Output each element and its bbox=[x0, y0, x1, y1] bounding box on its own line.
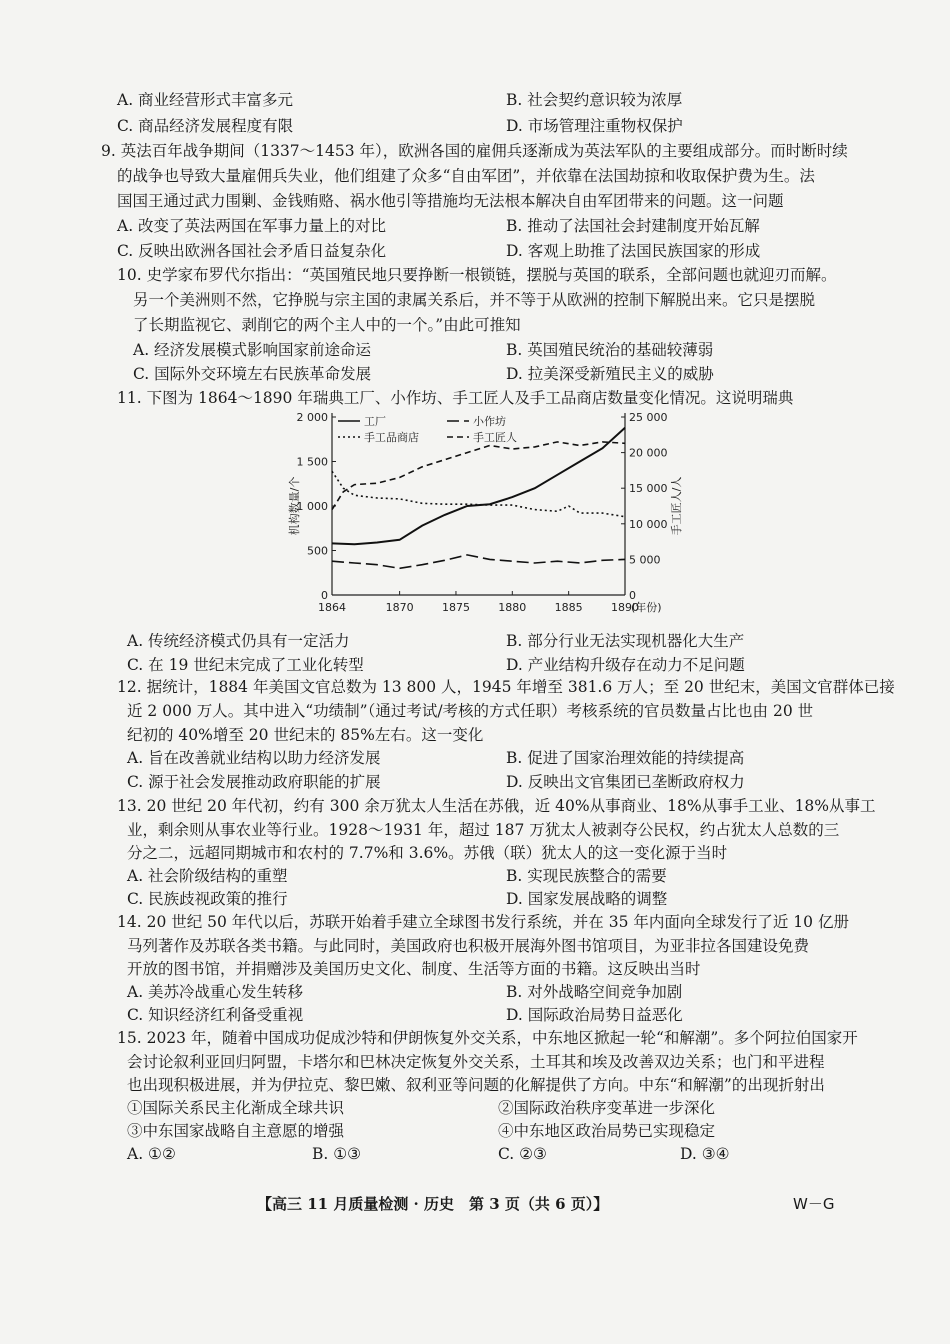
chart-y-tick-label: 2 000 bbox=[296, 411, 328, 424]
q15-stem-line-2: 会讨论叙利亚回归阿盟，卡塔尔和巴林决定恢复外交关系，土耳其和埃及改善双边关系；也门和平进程 bbox=[127, 1053, 825, 1071]
chart-y-tick-label: 500 bbox=[307, 544, 328, 558]
q10-option-c: C. 国际外交环境左右民族革命发展 bbox=[133, 365, 372, 383]
q12-stem-line-1: 12. 据统计，1884 年美国文官总数为 13 800 人，1945 年增至 381.6 万人；至 20 世纪末，美国文官群体已接 bbox=[117, 678, 895, 696]
chart-y-tick-label: 1 000 bbox=[296, 500, 328, 513]
chart-y2-tick-label: 15 000 bbox=[629, 482, 668, 496]
q10-option-d: D. 拉美深受新殖民主义的威胁 bbox=[506, 365, 714, 383]
chart-x-tick-label: 1875 bbox=[441, 601, 470, 614]
q14-option-b: B. 对外战略空间竞争加剧 bbox=[506, 983, 683, 1001]
q9-stem-line-2: 的战争也导致大量雇佣兵失业，他们组建了众多“自由军团”，并依靠在法国劫掠和收取保护费为生。法 bbox=[117, 167, 815, 185]
chart-y2-tick-label: 5 000 bbox=[629, 553, 661, 567]
q10-stem-line-2: 另一个美洲则不然，它挣脱与宗主国的隶属关系后，并不等于从欧洲的控制下解脱出来。它只是摆脱 bbox=[133, 291, 816, 309]
q14-option-c: C. 知识经济红利备受重视 bbox=[127, 1006, 304, 1024]
q13-stem-line-1: 13. 20 世纪 20 年代初，约有 300 余万犹太人生活在苏俄，近 40%从事商业、18%从事手工业、18%从事工 bbox=[117, 797, 876, 815]
chart-series-手工匠人 bbox=[332, 442, 625, 510]
chart-x-tick-label: 1864 bbox=[318, 601, 346, 614]
chart-x-tick-label: 1870 bbox=[385, 601, 414, 614]
chart-legend-label: 小作坊 bbox=[473, 415, 506, 428]
q11-option-a: A. 传统经济模式仍具有一定活力 bbox=[127, 632, 350, 650]
q15-statement-2: ②国际政治秩序变革进一步深化 bbox=[498, 1099, 716, 1117]
chart-y-tick-label: 1 500 bbox=[296, 455, 328, 469]
q9-stem-line-1: 9. 英法百年战争期间（1337～1453 年），欧洲各国的雇佣兵逐渐成为英法军队的主要组成部分。而时断时续 bbox=[101, 142, 848, 160]
footer-code: W－G bbox=[793, 1195, 835, 1213]
q9-stem-line-3: 国国王通过武力围剿、金钱贿赂、祸水他引等措施均无法根本解决自由军团带来的问题。这一问题 bbox=[117, 192, 784, 210]
q11-option-d: D. 产业结构升级存在动力不足问题 bbox=[506, 656, 745, 674]
q15-option-c: C. ②③ bbox=[498, 1145, 547, 1163]
q8-option-c: C. 商品经济发展程度有限 bbox=[117, 117, 294, 135]
q11-stem-line-1: 11. 下图为 1864～1890 年瑞典工厂、小作坊、手工匠人及手工品商店数量变化情况。这说明瑞典 bbox=[117, 389, 794, 407]
q13-option-b: B. 实现民族整合的需要 bbox=[506, 867, 667, 885]
chart-legend-label: 手工品商店 bbox=[364, 431, 419, 444]
q14-stem-line-2: 马列著作及苏联各类书籍。与此同时，美国政府也积极开展海外图书馆项目，为亚非拉各国建设免费 bbox=[127, 937, 810, 955]
q10-stem-line-3: 了长期监视它、剥削它的两个主人中的一个。”由此可推知 bbox=[133, 316, 521, 334]
q13-option-a: A. 社会阶级结构的重塑 bbox=[127, 867, 288, 885]
q12-option-d: D. 反映出文官集团已垄断政府权力 bbox=[506, 773, 745, 791]
q10-stem-line-1: 10. 史学家布罗代尔指出：“英国殖民地只要挣断一根锁链，摆脱与英国的联系，全部问题也就迎刃而解。 bbox=[117, 266, 837, 284]
chart-x-tick-label: 1885 bbox=[554, 601, 583, 614]
chart-legend-label: 手工匠人 bbox=[473, 431, 517, 444]
q12-option-a: A. 旨在改善就业结构以助力经济发展 bbox=[127, 749, 381, 767]
chart-y2-tick-label: 0 bbox=[629, 589, 636, 602]
q15-stem-line-1: 15. 2023 年，随着中国成功促成沙特和伊朗恢复外交关系，中东地区掀起一轮“和解潮”。多个阿拉伯国家开 bbox=[117, 1029, 858, 1047]
chart-y-tick-label: 0 bbox=[321, 589, 328, 602]
q15-option-b: B. ①③ bbox=[312, 1145, 362, 1163]
q15-option-a: A. ①② bbox=[127, 1145, 176, 1163]
q12-stem-line-2: 近 2 000 万人。其中进入“功绩制”（通过考试/考核的方式任职）考核系统的官员数量占比也由 20 世 bbox=[127, 702, 814, 720]
q11-line-chart bbox=[285, 408, 705, 633]
q14-stem-line-1: 14. 20 世纪 50 年代以后，苏联开始着手建立全球图书发行系统，并在 35 年内面向全球发行了近 10 亿册 bbox=[117, 913, 849, 931]
chart-y2-tick-label: 25 000 bbox=[629, 411, 668, 424]
chart-y2-tick-label: 10 000 bbox=[629, 517, 668, 531]
q15-statement-1: ①国际关系民主化渐成全球共识 bbox=[127, 1099, 345, 1117]
chart-series-小作坊 bbox=[332, 555, 625, 568]
chart-x-tick-label: 1890 bbox=[611, 601, 639, 614]
q10-option-b: B. 英国殖民统治的基础较薄弱 bbox=[506, 341, 714, 359]
q13-option-d: D. 国家发展战略的调整 bbox=[506, 890, 668, 908]
q9-option-b: B. 推动了法国社会封建制度开始瓦解 bbox=[506, 217, 760, 235]
q13-stem-line-2: 业，剩余则从事农业等行业。1928～1931 年，超过 187 万犹太人被剥夺公民权，约占犹太人总数的三 bbox=[127, 821, 840, 839]
q11-option-c: C. 在 19 世纪末完成了工业化转型 bbox=[127, 656, 364, 674]
q9-option-d: D. 客观上助推了法国民族国家的形成 bbox=[506, 242, 761, 260]
q9-option-c: C. 反映出欧洲各国社会矛盾日益复杂化 bbox=[117, 242, 387, 260]
footer-title: 【高三 11 月质量检测 · 历史 第 3 页（共 6 页）】 bbox=[257, 1195, 609, 1213]
q14-option-a: A. 美苏冷战重心发生转移 bbox=[127, 983, 304, 1001]
q12-stem-line-3: 纪初的 40%增至 20 世纪末的 85%左右。这一变化 bbox=[127, 726, 484, 744]
q15-statement-4: ④中东地区政治局势已实现稳定 bbox=[498, 1122, 716, 1140]
q13-option-c: C. 民族歧视政策的推行 bbox=[127, 890, 288, 908]
chart-legend-label: 工厂 bbox=[364, 415, 386, 428]
q10-option-a: A. 经济发展模式影响国家前途命运 bbox=[133, 341, 372, 359]
q14-stem-line-3: 开放的图书馆，并捐赠涉及美国历史文化、制度、生活等方面的书籍。这反映出当时 bbox=[127, 960, 701, 978]
q15-stem-line-3: 也出现积极进展，并为伊拉克、黎巴嫩、叙利亚等问题的化解提供了方向。中东“和解潮”的出现折射出 bbox=[127, 1076, 825, 1094]
q12-option-c: C. 源于社会发展推动政府职能的扩展 bbox=[127, 773, 381, 791]
chart-x-tick-label: 1880 bbox=[498, 601, 527, 614]
chart-series-手工品商店 bbox=[332, 471, 625, 516]
chart-y2-axis-title: 手工匠人/人 bbox=[670, 476, 683, 536]
chart-series-工厂 bbox=[332, 428, 625, 545]
q11-option-b: B. 部分行业无法实现机器化大生产 bbox=[506, 632, 745, 650]
q8-option-a: A. 商业经营形式丰富多元 bbox=[117, 91, 294, 109]
q8-option-b: B. 社会契约意识较为浓厚 bbox=[506, 91, 683, 109]
q8-option-d: D. 市场管理注重物权保护 bbox=[506, 117, 683, 135]
chart-y-axis-title: 机构数量/个 bbox=[288, 476, 301, 536]
q14-option-d: D. 国际政治局势日益恶化 bbox=[506, 1006, 683, 1024]
q9-option-a: A. 改变了英法两国在军事力量上的对比 bbox=[117, 217, 387, 235]
chart-svg bbox=[285, 408, 705, 633]
chart-y2-tick-label: 20 000 bbox=[629, 446, 668, 460]
q12-option-b: B. 促进了国家治理效能的持续提高 bbox=[506, 749, 745, 767]
q15-statement-3: ③中东国家战略自主意愿的增强 bbox=[127, 1122, 345, 1140]
chart-x-axis-title: (年份) bbox=[631, 601, 662, 614]
q13-stem-line-3: 分之二，远超同期城市和农村的 7.7%和 3.6%。苏俄（联）犹太人的这一变化源于当时 bbox=[127, 844, 728, 862]
q15-option-d: D. ③④ bbox=[680, 1145, 730, 1163]
